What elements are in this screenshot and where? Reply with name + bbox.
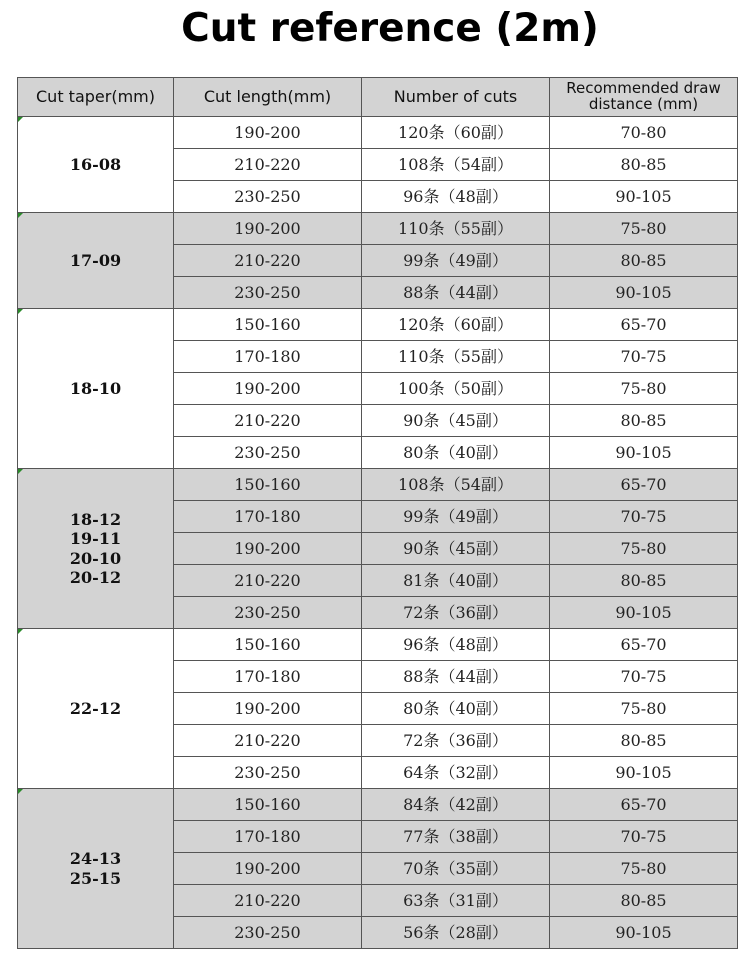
number-of-cuts-cell: 88条（44副） <box>362 661 550 693</box>
header-draw-distance: Recommended draw distance (mm) <box>550 78 738 117</box>
draw-distance-cell: 70-75 <box>550 821 738 853</box>
number-of-cuts-cell: 90条（45副） <box>362 533 550 565</box>
cut-length-cell: 150-160 <box>174 629 362 661</box>
cut-taper-value: 22-12 <box>69 698 122 718</box>
cell-corner-marker <box>18 309 23 314</box>
cell-corner-marker <box>18 789 23 794</box>
cut-length-cell: 170-180 <box>174 501 362 533</box>
draw-distance-cell: 65-70 <box>550 629 738 661</box>
draw-distance-cell: 75-80 <box>550 853 738 885</box>
cut-length-cell: 210-220 <box>174 405 362 437</box>
cut-taper-cell <box>18 469 174 629</box>
number-of-cuts-cell: 110条（55副） <box>362 213 550 245</box>
cut-length-cell: 230-250 <box>174 181 362 213</box>
cut-taper-cell <box>18 117 174 213</box>
number-of-cuts-cell: 120条（60副） <box>362 117 550 149</box>
cut-taper-value: 20-12 <box>69 567 122 587</box>
cut-length-cell: 150-160 <box>174 789 362 821</box>
draw-distance-cell: 80-85 <box>550 405 738 437</box>
number-of-cuts-cell: 108条（54副） <box>362 149 550 181</box>
number-of-cuts-cell: 84条（42副） <box>362 789 550 821</box>
draw-distance-cell: 80-85 <box>550 725 738 757</box>
number-of-cuts-cell: 81条（40副） <box>362 565 550 597</box>
table-row <box>18 213 738 245</box>
number-of-cuts-cell: 56条（28副） <box>362 917 550 949</box>
cut-reference-table <box>17 77 738 949</box>
cut-length-cell: 190-200 <box>174 373 362 405</box>
number-of-cuts-cell: 99条（49副） <box>362 501 550 533</box>
cut-length-cell: 210-220 <box>174 149 362 181</box>
draw-distance-cell: 90-105 <box>550 917 738 949</box>
cell-corner-marker <box>18 213 23 218</box>
number-of-cuts-cell: 70条（35副） <box>362 853 550 885</box>
cell-corner-marker <box>18 629 23 634</box>
cut-length-cell: 230-250 <box>174 597 362 629</box>
cut-length-cell: 190-200 <box>174 117 362 149</box>
draw-distance-cell: 75-80 <box>550 533 738 565</box>
cut-taper-value: 17-09 <box>69 250 122 270</box>
draw-distance-cell: 65-70 <box>550 469 738 501</box>
cut-length-cell: 210-220 <box>174 885 362 917</box>
number-of-cuts-cell: 96条（48副） <box>362 181 550 213</box>
table-row <box>18 309 738 341</box>
draw-distance-cell: 70-75 <box>550 661 738 693</box>
cut-taper-value: 24-13 <box>69 849 122 869</box>
cell-corner-marker <box>18 117 23 122</box>
draw-distance-cell: 90-105 <box>550 437 738 469</box>
cut-length-cell: 210-220 <box>174 565 362 597</box>
draw-distance-cell: 65-70 <box>550 309 738 341</box>
number-of-cuts-cell: 88条（44副） <box>362 277 550 309</box>
cut-taper-value: 16-08 <box>69 154 122 174</box>
cut-taper-cell <box>18 309 174 469</box>
header-cut-taper: Cut taper(mm) <box>18 78 174 117</box>
table-body <box>18 117 738 949</box>
table-row <box>18 117 738 149</box>
cut-length-cell: 230-250 <box>174 757 362 789</box>
number-of-cuts-cell: 64条（32副） <box>362 757 550 789</box>
header-row <box>18 78 738 117</box>
cut-length-cell: 150-160 <box>174 309 362 341</box>
number-of-cuts-cell: 120条（60副） <box>362 309 550 341</box>
cut-taper-value: 20-10 <box>69 548 122 568</box>
number-of-cuts-cell: 80条（40副） <box>362 437 550 469</box>
cell-corner-marker <box>18 469 23 474</box>
draw-distance-cell: 90-105 <box>550 277 738 309</box>
draw-distance-cell: 80-85 <box>550 245 738 277</box>
draw-distance-cell: 75-80 <box>550 373 738 405</box>
cut-length-cell: 230-250 <box>174 917 362 949</box>
draw-distance-cell: 90-105 <box>550 757 738 789</box>
draw-distance-cell: 75-80 <box>550 213 738 245</box>
draw-distance-cell: 75-80 <box>550 693 738 725</box>
cut-taper-value: 18-10 <box>69 378 122 398</box>
draw-distance-cell: 90-105 <box>550 597 738 629</box>
number-of-cuts-cell: 90条（45副） <box>362 405 550 437</box>
cut-length-cell: 230-250 <box>174 437 362 469</box>
cut-length-cell: 230-250 <box>174 277 362 309</box>
draw-distance-cell: 80-85 <box>550 885 738 917</box>
cut-length-cell: 210-220 <box>174 725 362 757</box>
number-of-cuts-cell: 96条（48副） <box>362 629 550 661</box>
cut-length-cell: 170-180 <box>174 341 362 373</box>
cut-length-cell: 150-160 <box>174 469 362 501</box>
number-of-cuts-cell: 72条（36副） <box>362 725 550 757</box>
draw-distance-cell: 80-85 <box>550 149 738 181</box>
header-number-of-cuts: Number of cuts <box>362 78 550 117</box>
draw-distance-cell: 65-70 <box>550 789 738 821</box>
cut-length-cell: 190-200 <box>174 213 362 245</box>
draw-distance-cell: 70-75 <box>550 501 738 533</box>
number-of-cuts-cell: 63条（31副） <box>362 885 550 917</box>
number-of-cuts-cell: 77条（38副） <box>362 821 550 853</box>
cut-length-cell: 190-200 <box>174 853 362 885</box>
number-of-cuts-cell: 72条（36副） <box>362 597 550 629</box>
cut-taper-cell <box>18 629 174 789</box>
number-of-cuts-cell: 100条（50副） <box>362 373 550 405</box>
table-row <box>18 789 738 821</box>
cut-taper-cell <box>18 789 174 949</box>
draw-distance-cell: 70-80 <box>550 117 738 149</box>
draw-distance-cell: 90-105 <box>550 181 738 213</box>
cut-taper-value: 18-12 <box>69 510 122 530</box>
cut-length-cell: 170-180 <box>174 821 362 853</box>
number-of-cuts-cell: 108条（54副） <box>362 469 550 501</box>
number-of-cuts-cell: 80条（40副） <box>362 693 550 725</box>
header-cut-length: Cut length(mm) <box>174 78 362 117</box>
page-title: Cut reference (2m) <box>181 6 599 51</box>
draw-distance-cell: 70-75 <box>550 341 738 373</box>
cut-taper-cell <box>18 213 174 309</box>
cut-taper-value: 25-15 <box>69 868 122 888</box>
table-row <box>18 629 738 661</box>
cut-length-cell: 190-200 <box>174 693 362 725</box>
cut-length-cell: 190-200 <box>174 533 362 565</box>
number-of-cuts-cell: 99条（49副） <box>362 245 550 277</box>
cut-length-cell: 170-180 <box>174 661 362 693</box>
number-of-cuts-cell: 110条（55副） <box>362 341 550 373</box>
cut-taper-value: 19-11 <box>69 529 122 549</box>
cut-length-cell: 210-220 <box>174 245 362 277</box>
draw-distance-cell: 80-85 <box>550 565 738 597</box>
table-row <box>18 469 738 501</box>
